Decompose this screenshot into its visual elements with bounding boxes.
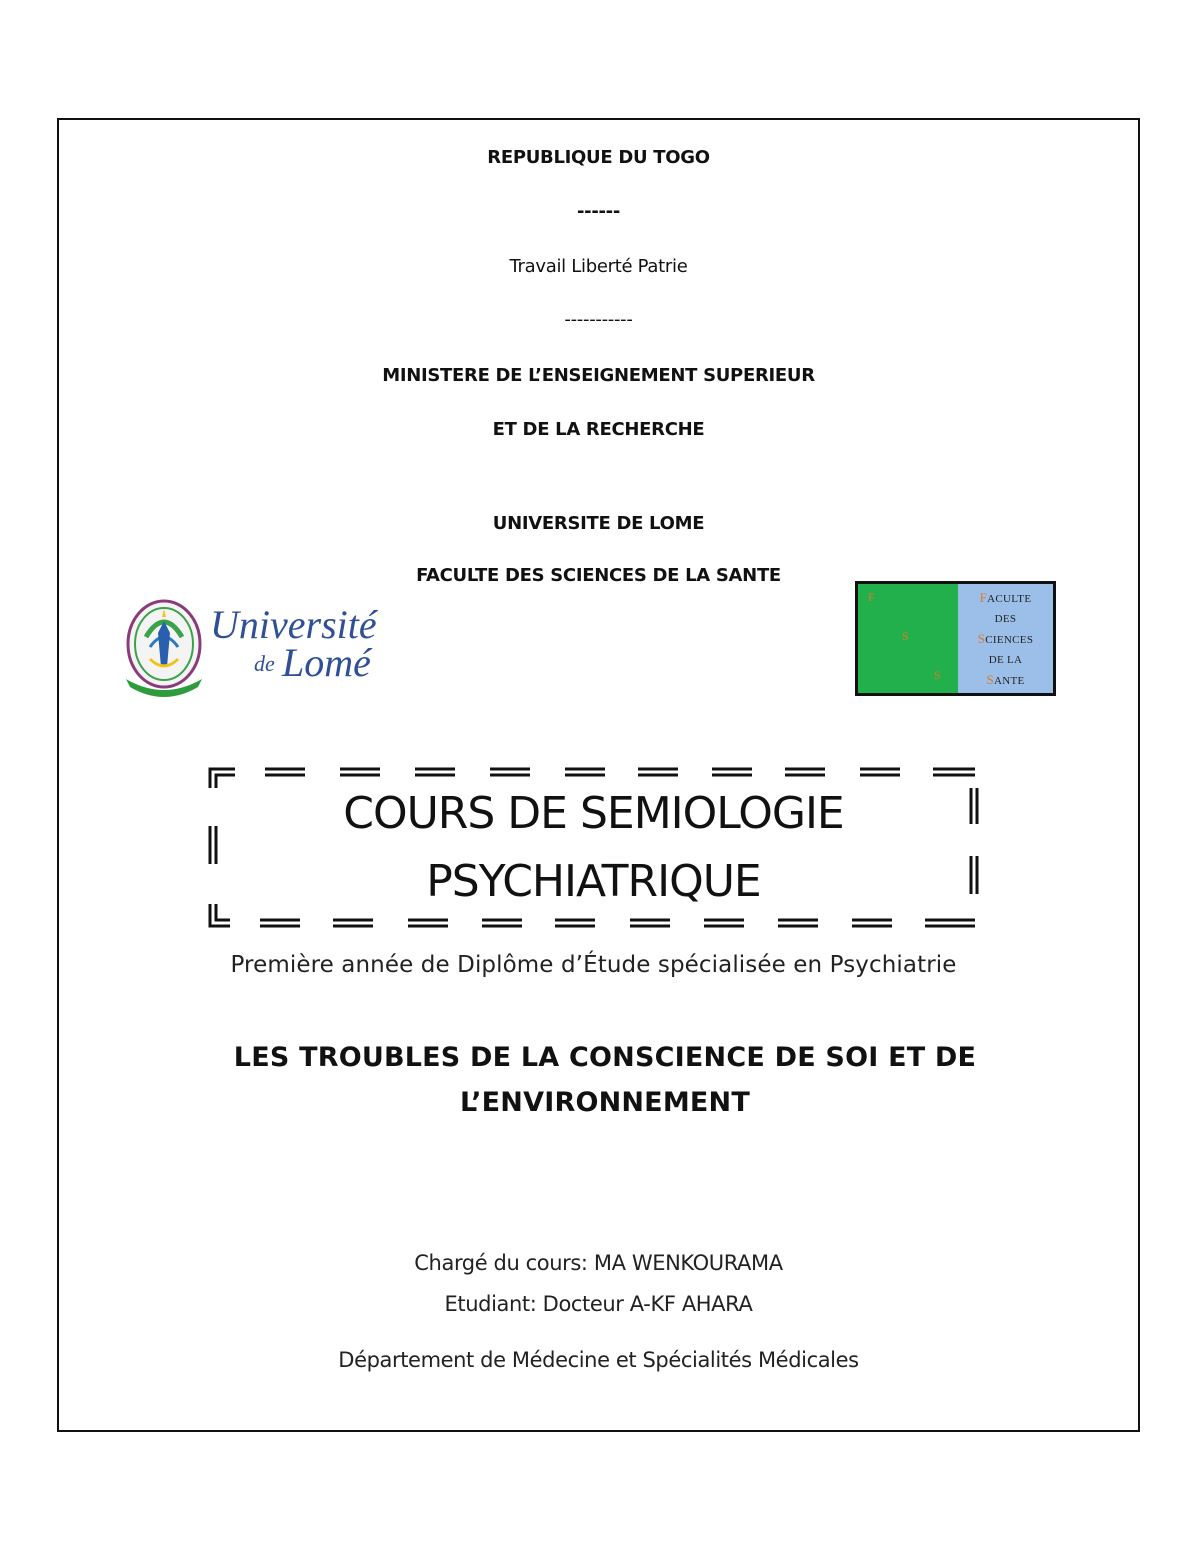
university-name: UNIVERSITE DE LOME	[492, 513, 705, 534]
logo-word-universite: Université	[210, 602, 377, 647]
course-title-line-1: COURS DE SEMIOLOGIE	[343, 788, 844, 839]
topic-line-2: L’ENVIRONNEMENT	[460, 1087, 750, 1118]
faculty-logo-line-2: DES	[994, 613, 1017, 625]
faculty-logo-line-1: FACULTE	[979, 590, 1032, 605]
ministry-line-2: ET DE LA RECHERCHE	[492, 419, 705, 440]
faculty-logo-text-panel	[958, 584, 1053, 693]
national-motto: Travail Liberté Patrie	[509, 256, 688, 277]
faculty-logo	[855, 581, 1056, 696]
course-subtitle: Première année de Diplôme d’Étude spécialisée en Psychiatrie	[230, 952, 957, 978]
department-name: Département de Médecine et Spécialités Médicales	[338, 1348, 859, 1372]
faculty-logo-line-4: DE LA	[988, 654, 1023, 666]
faculty-logo-line-3: SCIENCES	[977, 631, 1034, 646]
faculty-logo-line-5: SANTE	[986, 672, 1025, 687]
faculty-name: FACULTE DES SCIENCES DE LA SANTE	[416, 565, 781, 586]
university-logo	[120, 597, 390, 701]
separator-2: -----------	[564, 309, 633, 330]
logo-word-lome: Lomé	[282, 640, 371, 685]
topic-line-1: LES TROUBLES DE LA CONSCIENCE DE SOI ET DE	[233, 1042, 977, 1073]
ministry-line-1: MINISTERE DE L’ENSEIGNEMENT SUPERIEUR	[382, 365, 815, 386]
student-name: Etudiant: Docteur A-KF AHARA	[444, 1292, 753, 1316]
logo-word-de: de	[254, 651, 275, 676]
course-title-line-2: PSYCHIATRIQUE	[426, 856, 761, 907]
faculty-logo-green-panel	[858, 584, 958, 693]
faculty-logo-letter-f: F	[868, 590, 875, 604]
country-name: REPUBLIQUE DU TOGO	[487, 147, 710, 168]
course-title-box	[205, 764, 982, 932]
university-emblem-icon	[120, 597, 210, 701]
separator-1: ------	[576, 201, 621, 222]
faculty-logo-letter-s2: S	[934, 668, 941, 682]
lecturer-name: Chargé du cours: MA WENKOURAMA	[414, 1251, 783, 1275]
faculty-logo-letter-s1: S	[902, 629, 909, 643]
